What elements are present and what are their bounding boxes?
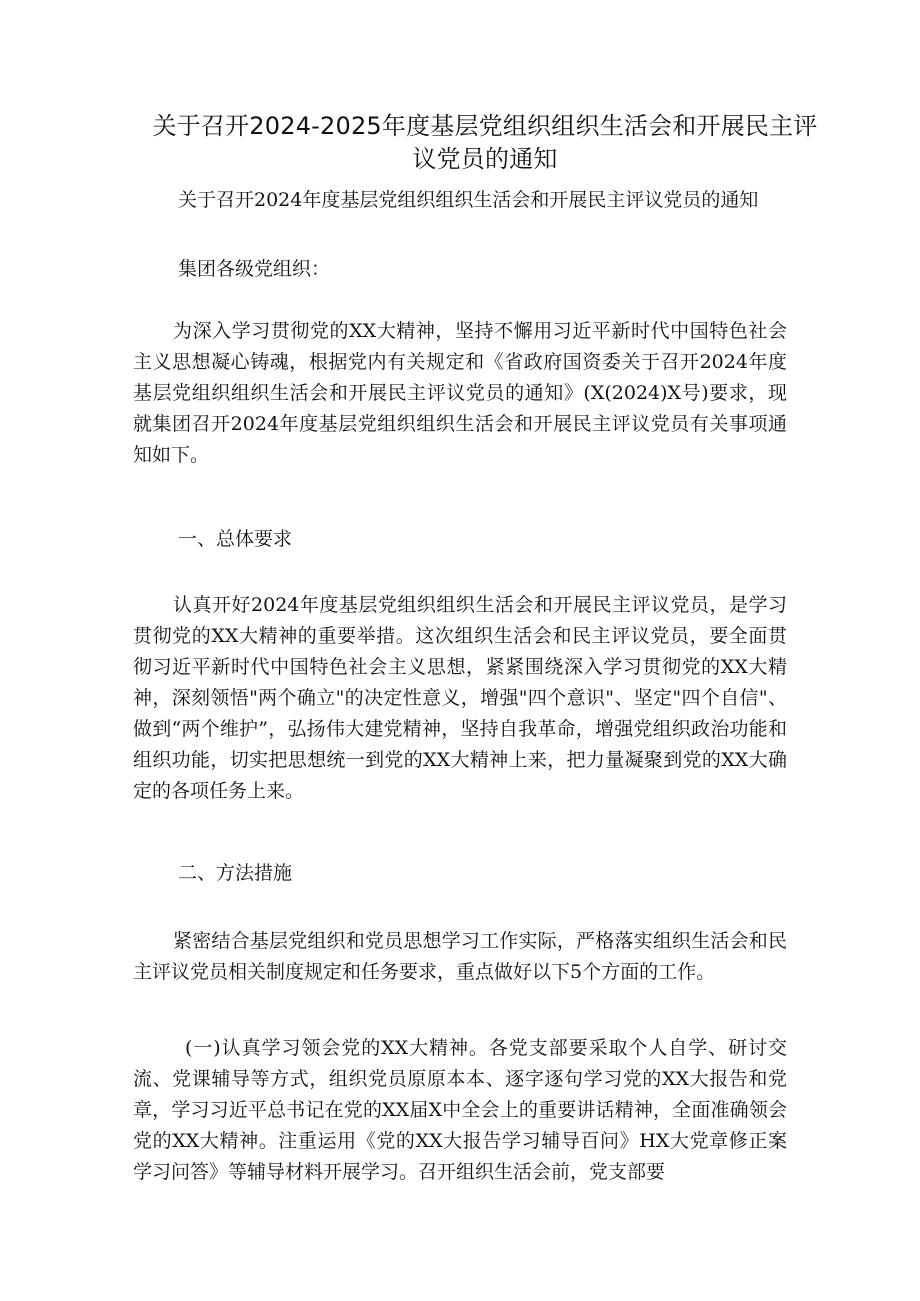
section-heading-general-requirements: 一、总体要求 [178, 528, 293, 550]
item-study-spirit: (一)认真学习领会党的XX大精神。各党支部要采取个人自学、研讨交流、党课辅导等方式，组织党员原原本本、逐字逐句学习党的XX大报告和党章，学习习近平总书记在党的XX届X中全会上的重要讲话精神，全面准确领会党的XX大精神。注重运用《党的XX大报告学习辅导百问》HX大党章修正案学习问答》等辅导材料开展学习。召开组织生活会前，党支部要 [133, 1037, 787, 1183]
salutation: 集团各级党组织： [178, 258, 331, 280]
intro-paragraph: 为深入学习贯彻党的XX大精神，坚持不懈用习近平新时代中国特色社会主义思想凝心铸魂，根据党内有关规定和《省政府国资委关于召开2024年度基层党组织组织生活会和开展民主评议党员的通知》(X(2024)X号)要求，现就集团召开2024年度基层党组织组织生活会和开展民主评议党员有关事项通知如下。 [133, 320, 787, 466]
section-general-requirements-body: 认真开好2024年度基层党组织组织生活会和开展民主评议党员，是学习贯彻党的XX大精神的重要举措。这次组织生活会和民主评议党员，要全面贯彻习近平新时代中国特色社会主义思想，紧紧围绕深入学习贯彻党的XX大精神，深刻领悟"两个确立"的决定性意义，增强"四个意识"、坚定"四个自信"、做到“两个维护”，弘扬伟大建党精神，坚持自我革命，增强党组织政治功能和组织功能，切实把思想统一到党的XX大精神上来，把力量凝聚到党的XX大确定的各项任务上来。 [133, 594, 787, 802]
document-subtitle: 关于召开2024年度基层党组织组织生活会和开展民主评议党员的通知 [178, 189, 759, 211]
section-heading-methods: 二、方法措施 [178, 862, 293, 884]
document-title: 关于召开2024-2025年度基层党组织组织生活会和开展民主评议党员的通知 [152, 112, 818, 173]
section-methods-body: 紧密结合基层党组织和党员思想学习工作实际，严格落实组织生活会和民主评议党员相关制度规定和任务要求，重点做好以下5个方面的工作。 [133, 930, 787, 983]
